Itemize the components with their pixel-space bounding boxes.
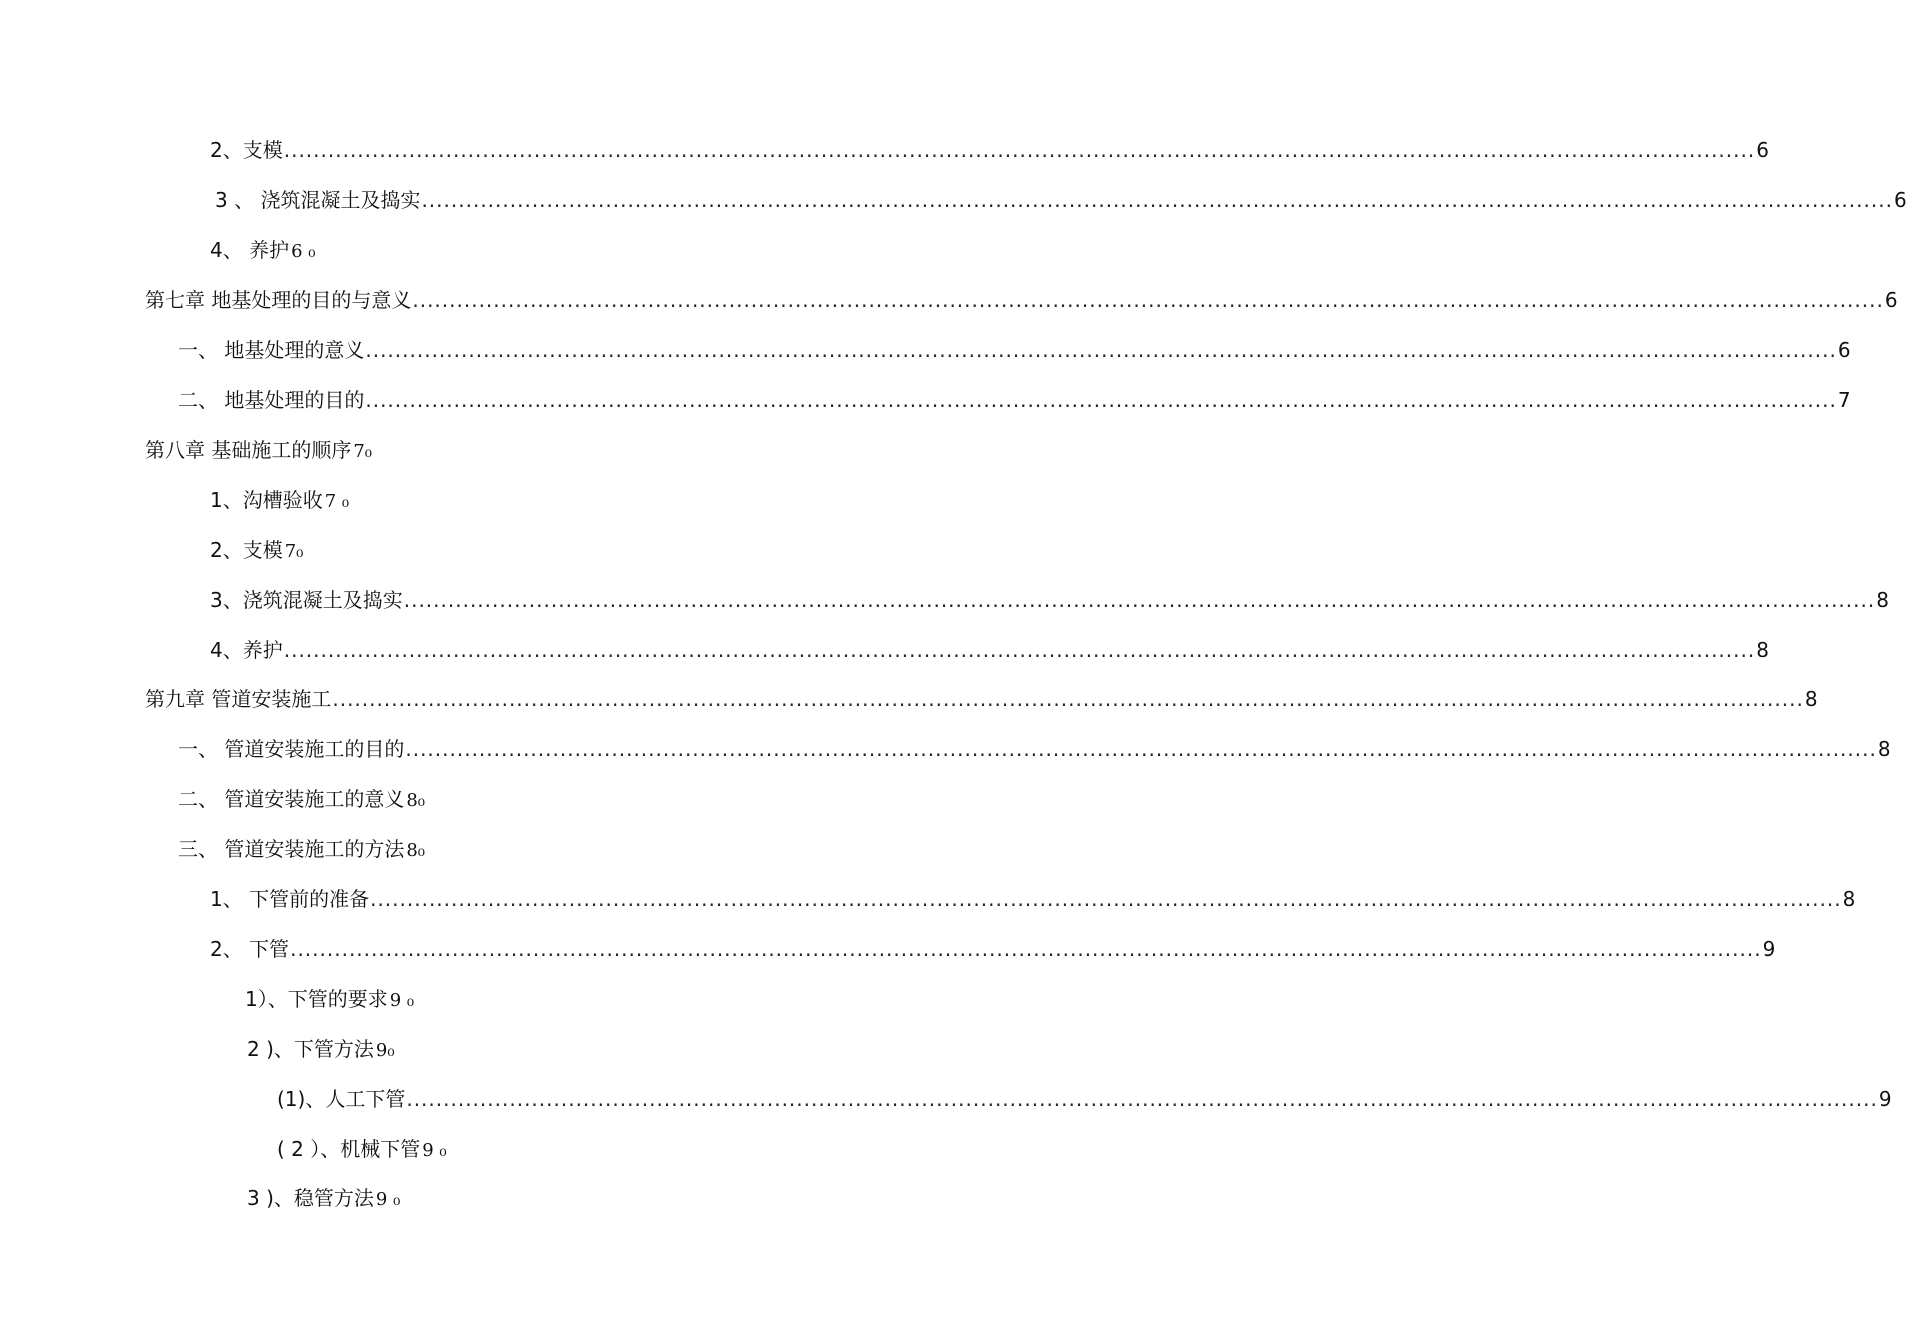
- toc-page-number: 7₀: [353, 441, 373, 462]
- toc-entry-title: 二、 地基处理的目的: [178, 388, 365, 412]
- toc-entry-title: 一、 管道安装施工的目的: [178, 737, 405, 761]
- toc-entry: [145, 684, 1818, 714]
- toc-entry: [245, 984, 414, 1014]
- toc-entry-title: 3、浇筑混凝土及捣实: [210, 588, 403, 612]
- toc-dot-leader: ........................................................................................................................................................................................................: [332, 687, 1804, 711]
- toc-entry-title: 4、养护: [210, 638, 283, 662]
- toc-entry: [178, 784, 425, 814]
- toc-entry: [178, 385, 1851, 415]
- toc-page-number: 6: [1884, 288, 1898, 312]
- toc-entry: [210, 635, 1769, 665]
- toc-page-number: 8₀: [406, 790, 426, 811]
- toc-entry-title: 第八章 基础施工的顺序: [145, 438, 352, 462]
- toc-entry: [210, 585, 1889, 615]
- toc-entry: [210, 884, 1856, 914]
- toc-dot-leader: ........................................................................................................................................................................................................: [365, 388, 1837, 412]
- toc-entry: [247, 1183, 400, 1213]
- toc-entry: [277, 1134, 447, 1164]
- toc-entry-title: 4、 养护: [210, 238, 290, 262]
- toc-entry: [145, 285, 1898, 315]
- toc-entry-title: 2、支模: [210, 538, 283, 562]
- toc-entry: [145, 435, 372, 465]
- toc-page-number: 9 ₀: [422, 1140, 447, 1161]
- toc-entry-title: 二、 管道安装施工的意义: [178, 787, 405, 811]
- toc-entry: [210, 485, 349, 515]
- toc-entry: [178, 834, 425, 864]
- toc-entry: [210, 135, 1769, 165]
- toc-entry-title: 1、 下管前的准备: [210, 887, 370, 911]
- toc-page-number: 8: [1876, 588, 1889, 612]
- toc-dot-leader: ........................................................................................................................................................................................................: [283, 638, 1756, 662]
- toc-dot-leader: ........................................................................................................................................................................................................: [283, 138, 1756, 162]
- toc-page-number: 8₀: [406, 840, 426, 861]
- toc-page-number: 8: [1842, 887, 1856, 911]
- toc-entry: [178, 734, 1891, 764]
- toc-entry-title: (1)、人工下管: [277, 1087, 406, 1111]
- toc-entry-title: 2 )、下管方法: [247, 1037, 374, 1061]
- toc-entry-title: 一、 地基处理的意义: [178, 338, 365, 362]
- toc-entry-title: 3 、 浇筑混凝土及捣实: [215, 188, 421, 212]
- toc-entry: [210, 235, 315, 265]
- toc-entry-title: 1、沟槽验收: [210, 488, 323, 512]
- toc-page-number: 8: [1756, 638, 1769, 662]
- toc-page-number: 7 ₀: [324, 491, 350, 512]
- toc-page-number: 6: [1756, 138, 1769, 162]
- toc-dot-leader: ........................................................................................................................................................................................................: [365, 338, 1837, 362]
- toc-entry: [210, 934, 1776, 964]
- toc-entry-title: 3 )、稳管方法: [247, 1186, 374, 1210]
- toc-dot-leader: ........................................................................................................................................................................................................: [290, 937, 1762, 961]
- toc-page-number: 9 ₀: [389, 990, 415, 1011]
- toc-entry-title: ( 2 ）、机械下管: [277, 1137, 421, 1161]
- toc-entry-title: 三、 管道安装施工的方法: [178, 837, 405, 861]
- toc-dot-leader: ........................................................................................................................................................................................................: [421, 188, 1893, 212]
- toc-page-number: 7₀: [284, 541, 304, 562]
- toc-dot-leader: ........................................................................................................................................................................................................: [403, 588, 1876, 612]
- toc-entry-title: 2、 下管: [210, 937, 290, 961]
- toc-page-number: 9: [1878, 1087, 1892, 1111]
- toc-dot-leader: ........................................................................................................................................................................................................: [406, 1087, 1878, 1111]
- toc-entry-title: 第九章 管道安装施工: [145, 687, 332, 711]
- toc-page-number: 8: [1877, 737, 1891, 761]
- toc-entry-title: 2、支模: [210, 138, 283, 162]
- toc-entry: [178, 335, 1851, 365]
- toc-page-number: 8: [1804, 687, 1818, 711]
- toc-dot-leader: ........................................................................................................................................................................................................: [412, 288, 1884, 312]
- toc-entry: [247, 1034, 395, 1064]
- toc-dot-leader: ........................................................................................................................................................................................................: [370, 887, 1842, 911]
- toc-page-number: 6 ₀: [291, 241, 316, 262]
- toc-page-number: 7: [1837, 388, 1851, 412]
- toc-entry-title: 1）、下管的要求: [245, 987, 388, 1011]
- toc-page-number: 6: [1893, 188, 1907, 212]
- toc-page-number: 6: [1837, 338, 1851, 362]
- toc-entry-title: 第七章 地基处理的目的与意义: [145, 288, 412, 312]
- toc-page-number: 9₀: [375, 1040, 395, 1061]
- toc-page-number: 9 ₀: [375, 1189, 401, 1210]
- toc-entry: [210, 535, 303, 565]
- toc-page-number: 9: [1762, 937, 1776, 961]
- toc-entry: [215, 185, 1907, 215]
- toc-entry: [277, 1084, 1892, 1114]
- toc-dot-leader: ........................................................................................................................................................................................................: [405, 737, 1877, 761]
